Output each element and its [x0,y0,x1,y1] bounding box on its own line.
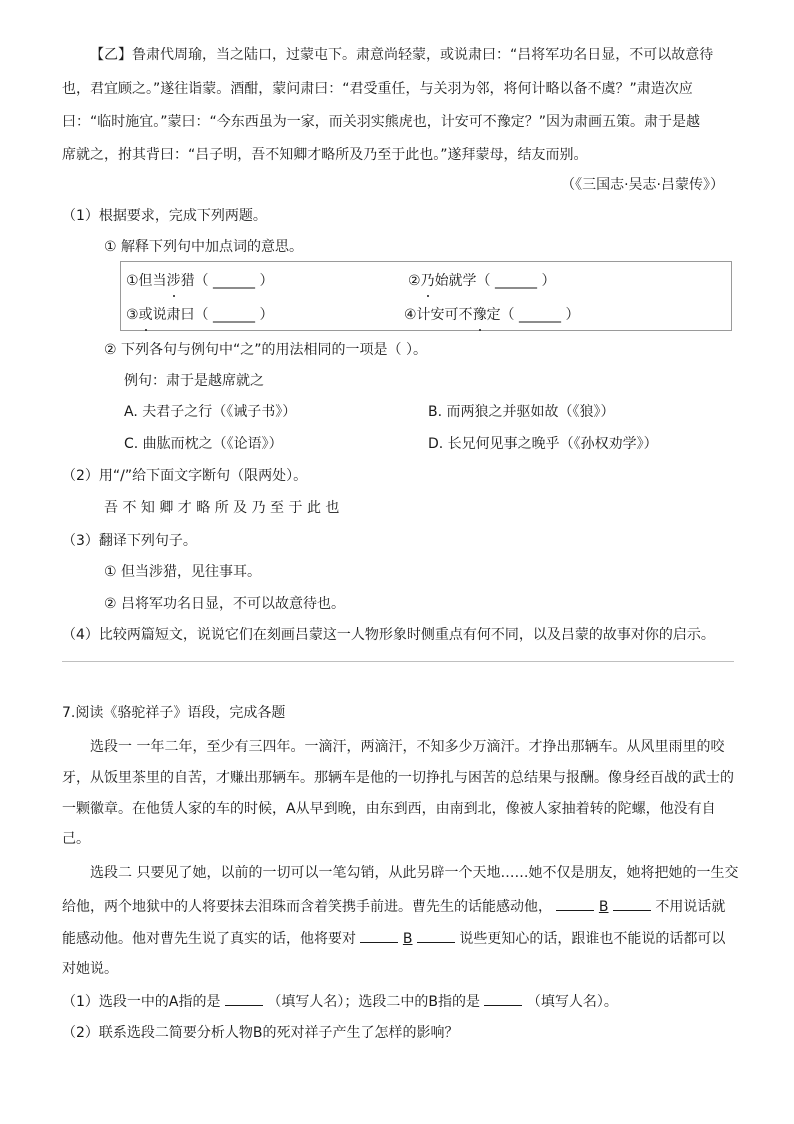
q6-1-label: （1）根据要求，完成下列两题。 [62,208,267,224]
definition-item-4: ④计安可不豫定（ ______ ） [404,307,580,323]
definition-item-1: ①但当涉猎（ ______ ） [126,273,274,289]
q6-3-item-2: ② 吕将军功名日显，不可以故意待也。 [104,596,345,612]
excerpt1-line-2: 牙，从饭里茶里的自苦，才赚出那辆车。那辆车是他的一切挣扎与困苦的总结果与报酬。像身经百战的武士的 [62,770,734,786]
q7-title: 7.阅读《骆驼祥子》语段，完成各题 [62,705,286,721]
passage-b-line-4: 席就之，拊其背曰：“吕子明，吾不知卿才略所及乃至于此也。”遂拜蒙母，结友而别。 [62,147,588,163]
excerpt1-line-1: 选段一 一年二年，至少有三四年。一滴汗，两滴汗，不知多少万滴汗。才挣出那辆车。从风里雨里的咬 [90,739,725,755]
q6-2-label: （2）用“/”给下面文字断句（限两处）。 [62,468,308,484]
excerpt2-line-3: 能感动他。他对曹先生说了真实的话，他将要对 B 说些更知心的话，跟谁也不能说的话都可以 [62,928,725,949]
example-sentence: 例句：肃于是越席就之 [124,373,264,389]
excerpt1-line-4: 己。 [62,831,90,847]
excerpt2-line-1: 选段二 只要见了她，以前的一切可以一笔勾销，从此另辟一个天地……她不仅是朋友，她将把她的一生交 [90,865,739,881]
option-c: C. 曲肱而枕之（《论语》） [124,436,283,452]
definition-item-2: ②乃始就学（ ______ ） [408,273,556,289]
passage-b-line-2: 也，君宜顾之。”遂往诣蒙。酒酣，蒙问肃曰：“君受重任，与关羽为邻，将何计略以备不虞？”肃造次应 [62,81,693,97]
excerpt2-line-2: 给他，两个地狱中的人将要抹去泪珠而含着笑携手前进。曹先生的话能感动他， B 不用说话就 [62,896,725,917]
passage-b-source: （《三国志·吴志·吕蒙传》） [561,177,724,193]
excerpt2-line-4: 对她说。 [62,961,118,977]
option-a: A. 夫君子之行（《诫子书》） [124,404,297,420]
excerpt1-line-3: 一颗徽章。在他赁人家的车的时候，A从早到晚，由东到西，由南到北，像被人家抽着转的陀螺，他没有自 [62,801,716,817]
q6-3-item-1: ① 但当涉猎，见往事耳。 [104,564,262,580]
q7-1: （1）选段一中的A指的是 （填写人名）；选段二中的B指的是 （填写人名）。 [62,991,618,1012]
q6-1-sub2-label: ② 下列各句与例句中“之”的用法相同的一项是（ ）。 [104,342,427,358]
passage-b-line-3: 曰：“临时施宜。”蒙曰：“今东西虽为一家，而关羽实熊虎也，计安可不豫定？”因为肃画五策。肃于是越 [62,114,701,130]
passage-b-line-1: 【乙】鲁肃代周瑜，当之陆口，过蒙屯下。肃意尚轻蒙，或说肃曰：“吕将军功名日显，不可以故意待 [90,47,714,63]
q6-4-label: （4）比较两篇短文，说说它们在刻画吕蒙这一人物形象时侧重点有何不同，以及吕蒙的故事对你的启示。 [62,627,715,643]
q6-2-text: 吾 不 知 卿 才 略 所 及 乃 至 于 此 也 [104,500,340,516]
q6-1-sub1-label: ① 解释下列句中加点词的意思。 [104,239,304,255]
option-b: B. 而两狼之并驱如故（《狼》） [428,404,615,420]
q6-3-label: （3）翻译下列句子。 [62,533,197,549]
definition-item-3: ③或说肃曰（ ______ ） [126,307,274,323]
option-d: D. 长兄何见事之晚乎（《孙权劝学》） [428,436,658,452]
marker-b-2: B [402,931,413,947]
marker-b: B [598,899,609,915]
q7-2: （2）联系选段二简要分析人物B的死对祥子产生了怎样的影响？ [62,1025,459,1041]
section-divider [62,661,734,662]
